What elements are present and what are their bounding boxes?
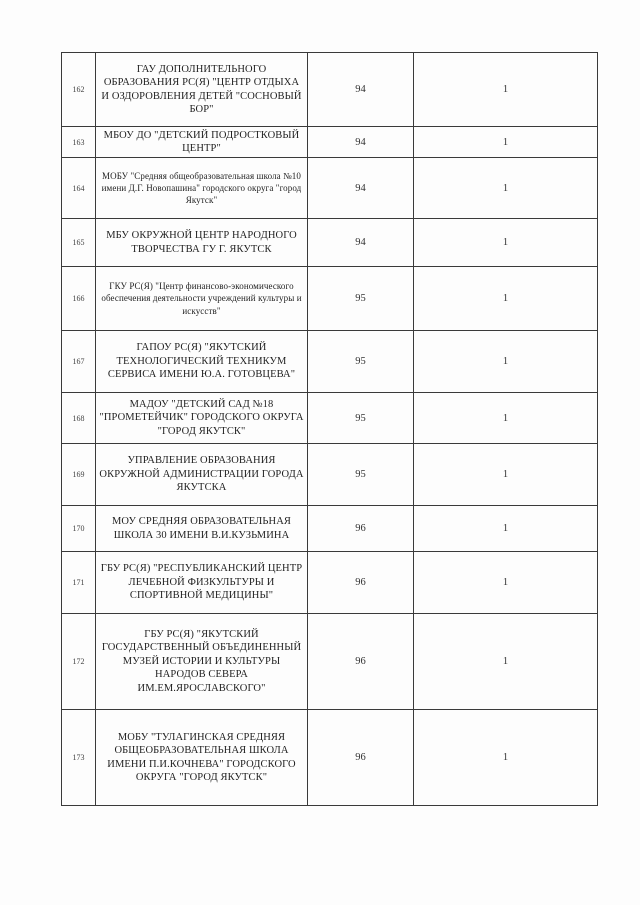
organization-name: МБОУ ДО "ДЕТСКИЙ ПОДРОСТКОВЫЙ ЦЕНТР": [96, 127, 308, 158]
row-number: 170: [62, 506, 96, 552]
place-cell: 1: [414, 53, 598, 127]
place-cell: 1: [414, 614, 598, 710]
row-number: 167: [62, 331, 96, 393]
score-cell: 95: [308, 444, 414, 506]
organization-name: ГАУ ДОПОЛНИТЕЛЬНОГО ОБРАЗОВАНИЯ РС(Я) "ЦЕНТР ОТДЫХА И ОЗДОРОВЛЕНИЯ ДЕТЕЙ "СОСНОВЫЙ БОР": [96, 53, 308, 127]
place-cell: 1: [414, 710, 598, 806]
score-cell: 94: [308, 219, 414, 267]
table-row: [62, 53, 598, 127]
table-row: [62, 710, 598, 806]
organization-name: ГАПОУ РС(Я) "ЯКУТСКИЙ ТЕХНОЛОГИЧЕСКИЙ ТЕХНИКУМ СЕРВИСА ИМЕНИ Ю.А. ГОТОВЦЕВА": [96, 331, 308, 393]
place-cell: 1: [414, 552, 598, 614]
score-cell: 96: [308, 614, 414, 710]
row-number: 163: [62, 127, 96, 158]
table-row: [62, 127, 598, 158]
place-cell: 1: [414, 506, 598, 552]
place-cell: 1: [414, 267, 598, 331]
organization-name: МОУ СРЕДНЯЯ ОБРАЗОВАТЕЛЬНАЯ ШКОЛА 30 ИМЕНИ В.И.КУЗЬМИНА: [96, 506, 308, 552]
score-cell: 95: [308, 331, 414, 393]
row-number: 168: [62, 393, 96, 444]
place-cell: 1: [414, 393, 598, 444]
place-cell: 1: [414, 444, 598, 506]
row-number: 165: [62, 219, 96, 267]
score-cell: 96: [308, 710, 414, 806]
table-row: [62, 158, 598, 219]
table-row: [62, 219, 598, 267]
table-row: [62, 331, 598, 393]
row-number: 162: [62, 53, 96, 127]
row-number: 172: [62, 614, 96, 710]
place-cell: 1: [414, 127, 598, 158]
table-row: [62, 444, 598, 506]
score-cell: 96: [308, 552, 414, 614]
ratings-table: [61, 52, 598, 806]
place-cell: 1: [414, 331, 598, 393]
place-cell: 1: [414, 158, 598, 219]
row-number: 169: [62, 444, 96, 506]
organization-name: МОБУ "Средняя общеобразовательная школа №10 имени Д.Г. Новопашина" городского округа "город Якутск": [96, 158, 308, 219]
organization-name: ГКУ РС(Я) "Центр финансово-экономического обеспечения деятельности учреждений культуры и искусств": [96, 267, 308, 331]
score-cell: 94: [308, 158, 414, 219]
organization-name: ГБУ РС(Я) "ЯКУТСКИЙ ГОСУДАРСТВЕННЫЙ ОБЪЕДИНЕННЫЙ МУЗЕЙ ИСТОРИИ И КУЛЬТУРЫ НАРОДОВ СЕВЕРА ИМ.ЕМ.ЯРОСЛАВСКОГО": [96, 614, 308, 710]
place-cell: 1: [414, 219, 598, 267]
table-row: [62, 614, 598, 710]
table-row: [62, 267, 598, 331]
organization-name: ГБУ РС(Я) "РЕСПУБЛИКАНСКИЙ ЦЕНТР ЛЕЧЕБНОЙ ФИЗКУЛЬТУРЫ И СПОРТИВНОЙ МЕДИЦИНЫ": [96, 552, 308, 614]
score-cell: 94: [308, 127, 414, 158]
organization-name: МАДОУ "ДЕТСКИЙ САД №18 "ПРОМЕТЕЙЧИК" ГОРОДСКОГО ОКРУГА "ГОРОД ЯКУТСК": [96, 393, 308, 444]
organization-name: МОБУ "ТУЛАГИНСКАЯ СРЕДНЯЯ ОБЩЕОБРАЗОВАТЕЛЬНАЯ ШКОЛА ИМЕНИ П.И.КОЧНЕВА" ГОРОДСКОГО ОКРУГА "ГОРОД ЯКУТСК": [96, 710, 308, 806]
row-number: 171: [62, 552, 96, 614]
table-row: [62, 552, 598, 614]
table-row: [62, 393, 598, 444]
score-cell: 94: [308, 53, 414, 127]
score-cell: 95: [308, 267, 414, 331]
organization-name: МБУ ОКРУЖНОЙ ЦЕНТР НАРОДНОГО ТВОРЧЕСТВА ГУ Г. ЯКУТСК: [96, 219, 308, 267]
table-row: [62, 506, 598, 552]
row-number: 166: [62, 267, 96, 331]
score-cell: 95: [308, 393, 414, 444]
row-number: 173: [62, 710, 96, 806]
score-cell: 96: [308, 506, 414, 552]
organization-name: УПРАВЛЕНИЕ ОБРАЗОВАНИЯ ОКРУЖНОЙ АДМИНИСТРАЦИИ ГОРОДА ЯКУТСКА: [96, 444, 308, 506]
row-number: 164: [62, 158, 96, 219]
